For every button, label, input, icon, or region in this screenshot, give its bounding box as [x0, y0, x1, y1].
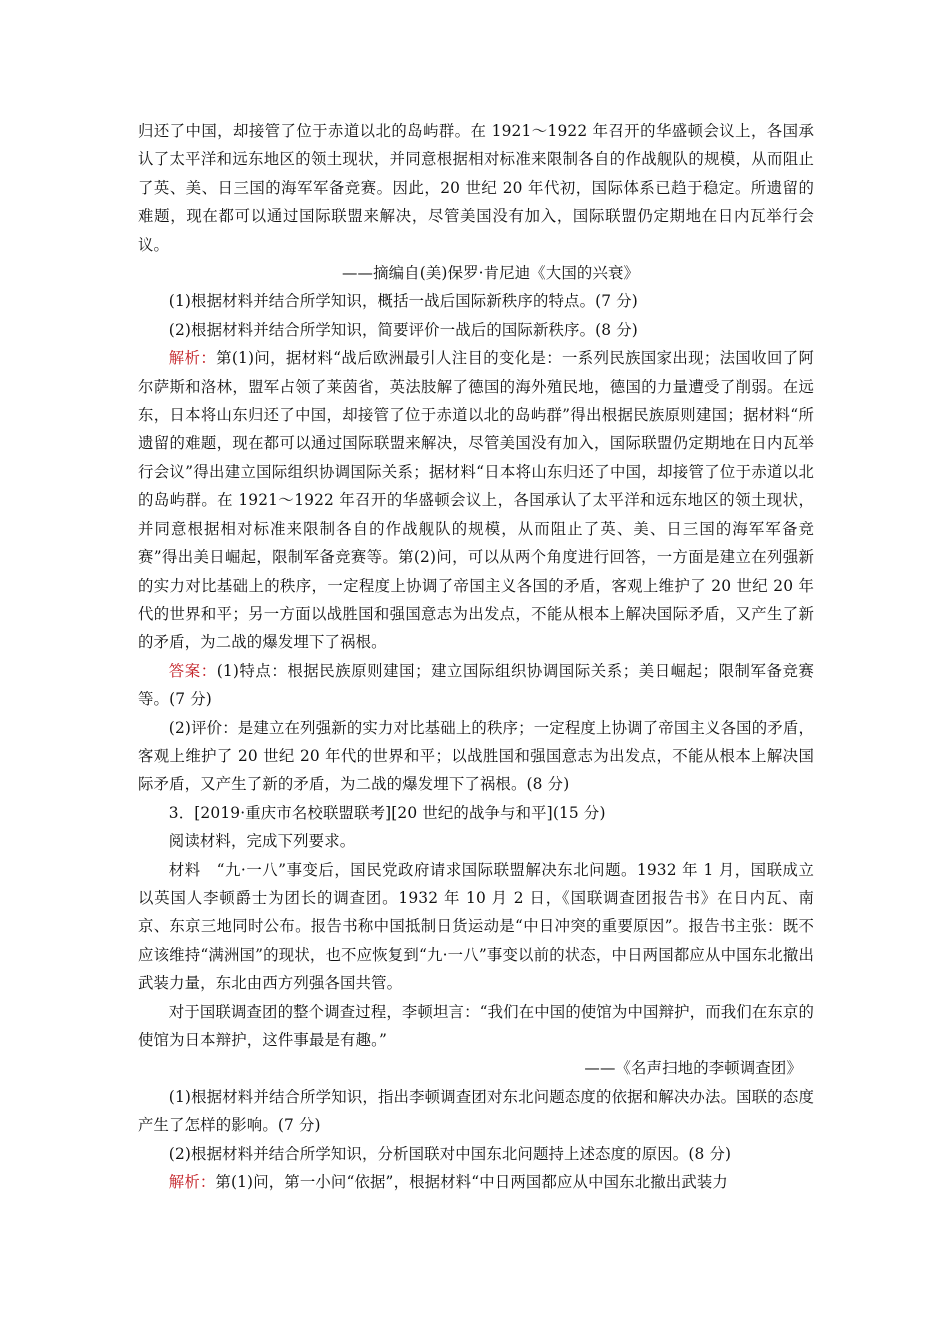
- answer-text-1: (1)特点：根据民族原则建国；建立国际组织协调国际关系；美日崛起；限制军备竞赛等。(7 分): [138, 661, 814, 709]
- q2-answer-1: [138, 657, 814, 714]
- q3-subquestion-2: (2)根据材料并结合所学知识，分析国联对中国东北问题持上述态度的原因。(8 分): [168, 1144, 732, 1163]
- answer-label: 答案：: [168, 661, 217, 680]
- q3-instruction: 阅读材料，完成下列要求。: [168, 832, 356, 851]
- q2-subquestion-2: (2)根据材料并结合所学知识，简要评价一战后的国际新秩序。(8 分): [168, 320, 638, 339]
- q3-header: 3．[2019·重庆市名校联盟联考][20 世纪的战争与和平](15 分): [168, 803, 606, 822]
- q2-answer-2: (2)评价：是建立在列强新的实力对比基础上的秩序；一定程度上协调了帝国主义各国的矛盾，客观上维护了 20 世纪 20 年代的世界和平；以战胜国和强国意志为出发点，不能从根本上解决国际矛盾，又产生了新的矛盾，为二战的爆发埋下了祸根。(8 分): [138, 718, 814, 794]
- q3-material: 材料 “九·一八”事变后，国民党政府请求国际联盟解决东北问题。1932 年 1 月，国联成立以英国人李顿爵士为团长的调查团。1932 年 10 月 2 日，《国联调查团报告书》在日内瓦、南京、东京三地同时公布。报告书称中国抵制日货运动是“中日冲突的重要原因”。报告书主张：既不应该维持“满洲国”的现状，也不应恢复到“九·一八”事变以前的状态，中日两国都应从中国东北撤出武装力量，东北由西方列强各国共管。: [138, 860, 814, 993]
- q3-material-quote: 对于国联调查团的整个调查过程，李顿坦言：“我们在中国的使馆为中国辩护，而我们在东京的使馆为日本辩护，这件事最是有趣。”: [138, 1002, 814, 1049]
- q2-subquestion-1: (1)根据材料并结合所学知识，概括一战后国际新秩序的特点。(7 分): [168, 292, 638, 311]
- passage-continuation: 归还了中国，却接管了位于赤道以北的岛屿群。在 1921～1922 年召开的华盛顿会议上，各国承认了太平洋和远东地区的领土现状，并同意根据相对标准来限制各自的作战舰队的规模，从而阻止了英、美、日三国的海军军备竞赛。因此，20 世纪 20 年代初，国际体系已趋于稳定。所遗留的难题，现在都可以通过国际联盟来解决，尽管美国没有加入，国际联盟仍定期地在日内瓦举行会议。: [138, 122, 814, 254]
- q3-source: ——《名声扫地的李顿调查团》: [584, 1059, 802, 1078]
- analysis-text: 第(1)问，第一小问“依据”，根据材料“中日两国都应从中国东北撤出武装力: [215, 1173, 728, 1192]
- q3-subquestion-1: (1)根据材料并结合所学知识，指出李顿调查团对东北问题态度的依据和解决办法。国联的态度产生了怎样的影响。(7 分): [138, 1087, 814, 1135]
- passage-source: ——摘编自(美)保罗·肯尼迪《大国的兴衰》: [342, 264, 640, 283]
- analysis-label: 解析：: [168, 349, 217, 368]
- document-page: [138, 117, 814, 1196]
- analysis-text: 第(1)问，据材料“战后欧洲最引人注目的变化是：一系列民族国家出现；法国收回了阿尔萨斯和洛林，盟军占领了莱茵省，英法肢解了德国的海外殖民地，德国的力量遭受了削弱。在远东，日本将山东归还了中国，却接管了位于赤道以北的岛屿群”得出根据民族原则建国；据材料“所遗留的难题，现在都可以通过国际联盟来解决，尽管美国没有加入，国际联盟仍定期地在日内瓦举行会议”得出建立国际组织协调国际关系；据材料“日本将山东归还了中国，却接管了位于赤道以北的岛屿群。在 1921～1922 年召开的华盛顿会议上，各国承认了太平洋和远东地区的领土现状，并同意根据相对标准来限制各自的作战舰队的规模，从而阻止了英、美、日三国的海军军备竞赛”得出美日崛起，限制军备竞赛等。第(2)问，可以从两个角度进行回答，一方面是建立在列强新的实力对比基础上的秩序，一定程度上协调了帝国主义各国的矛盾，客观上维护了 20 世纪 20 年代的世界和平；另一方面以战胜国和强国意志为出发点，不能从根本上解决国际矛盾，又产生了新的矛盾，为二战的爆发埋下了祸根。: [138, 349, 815, 652]
- q3-analysis: [138, 1168, 814, 1196]
- analysis-label: 解析：: [168, 1173, 216, 1192]
- q2-analysis: [138, 344, 814, 656]
